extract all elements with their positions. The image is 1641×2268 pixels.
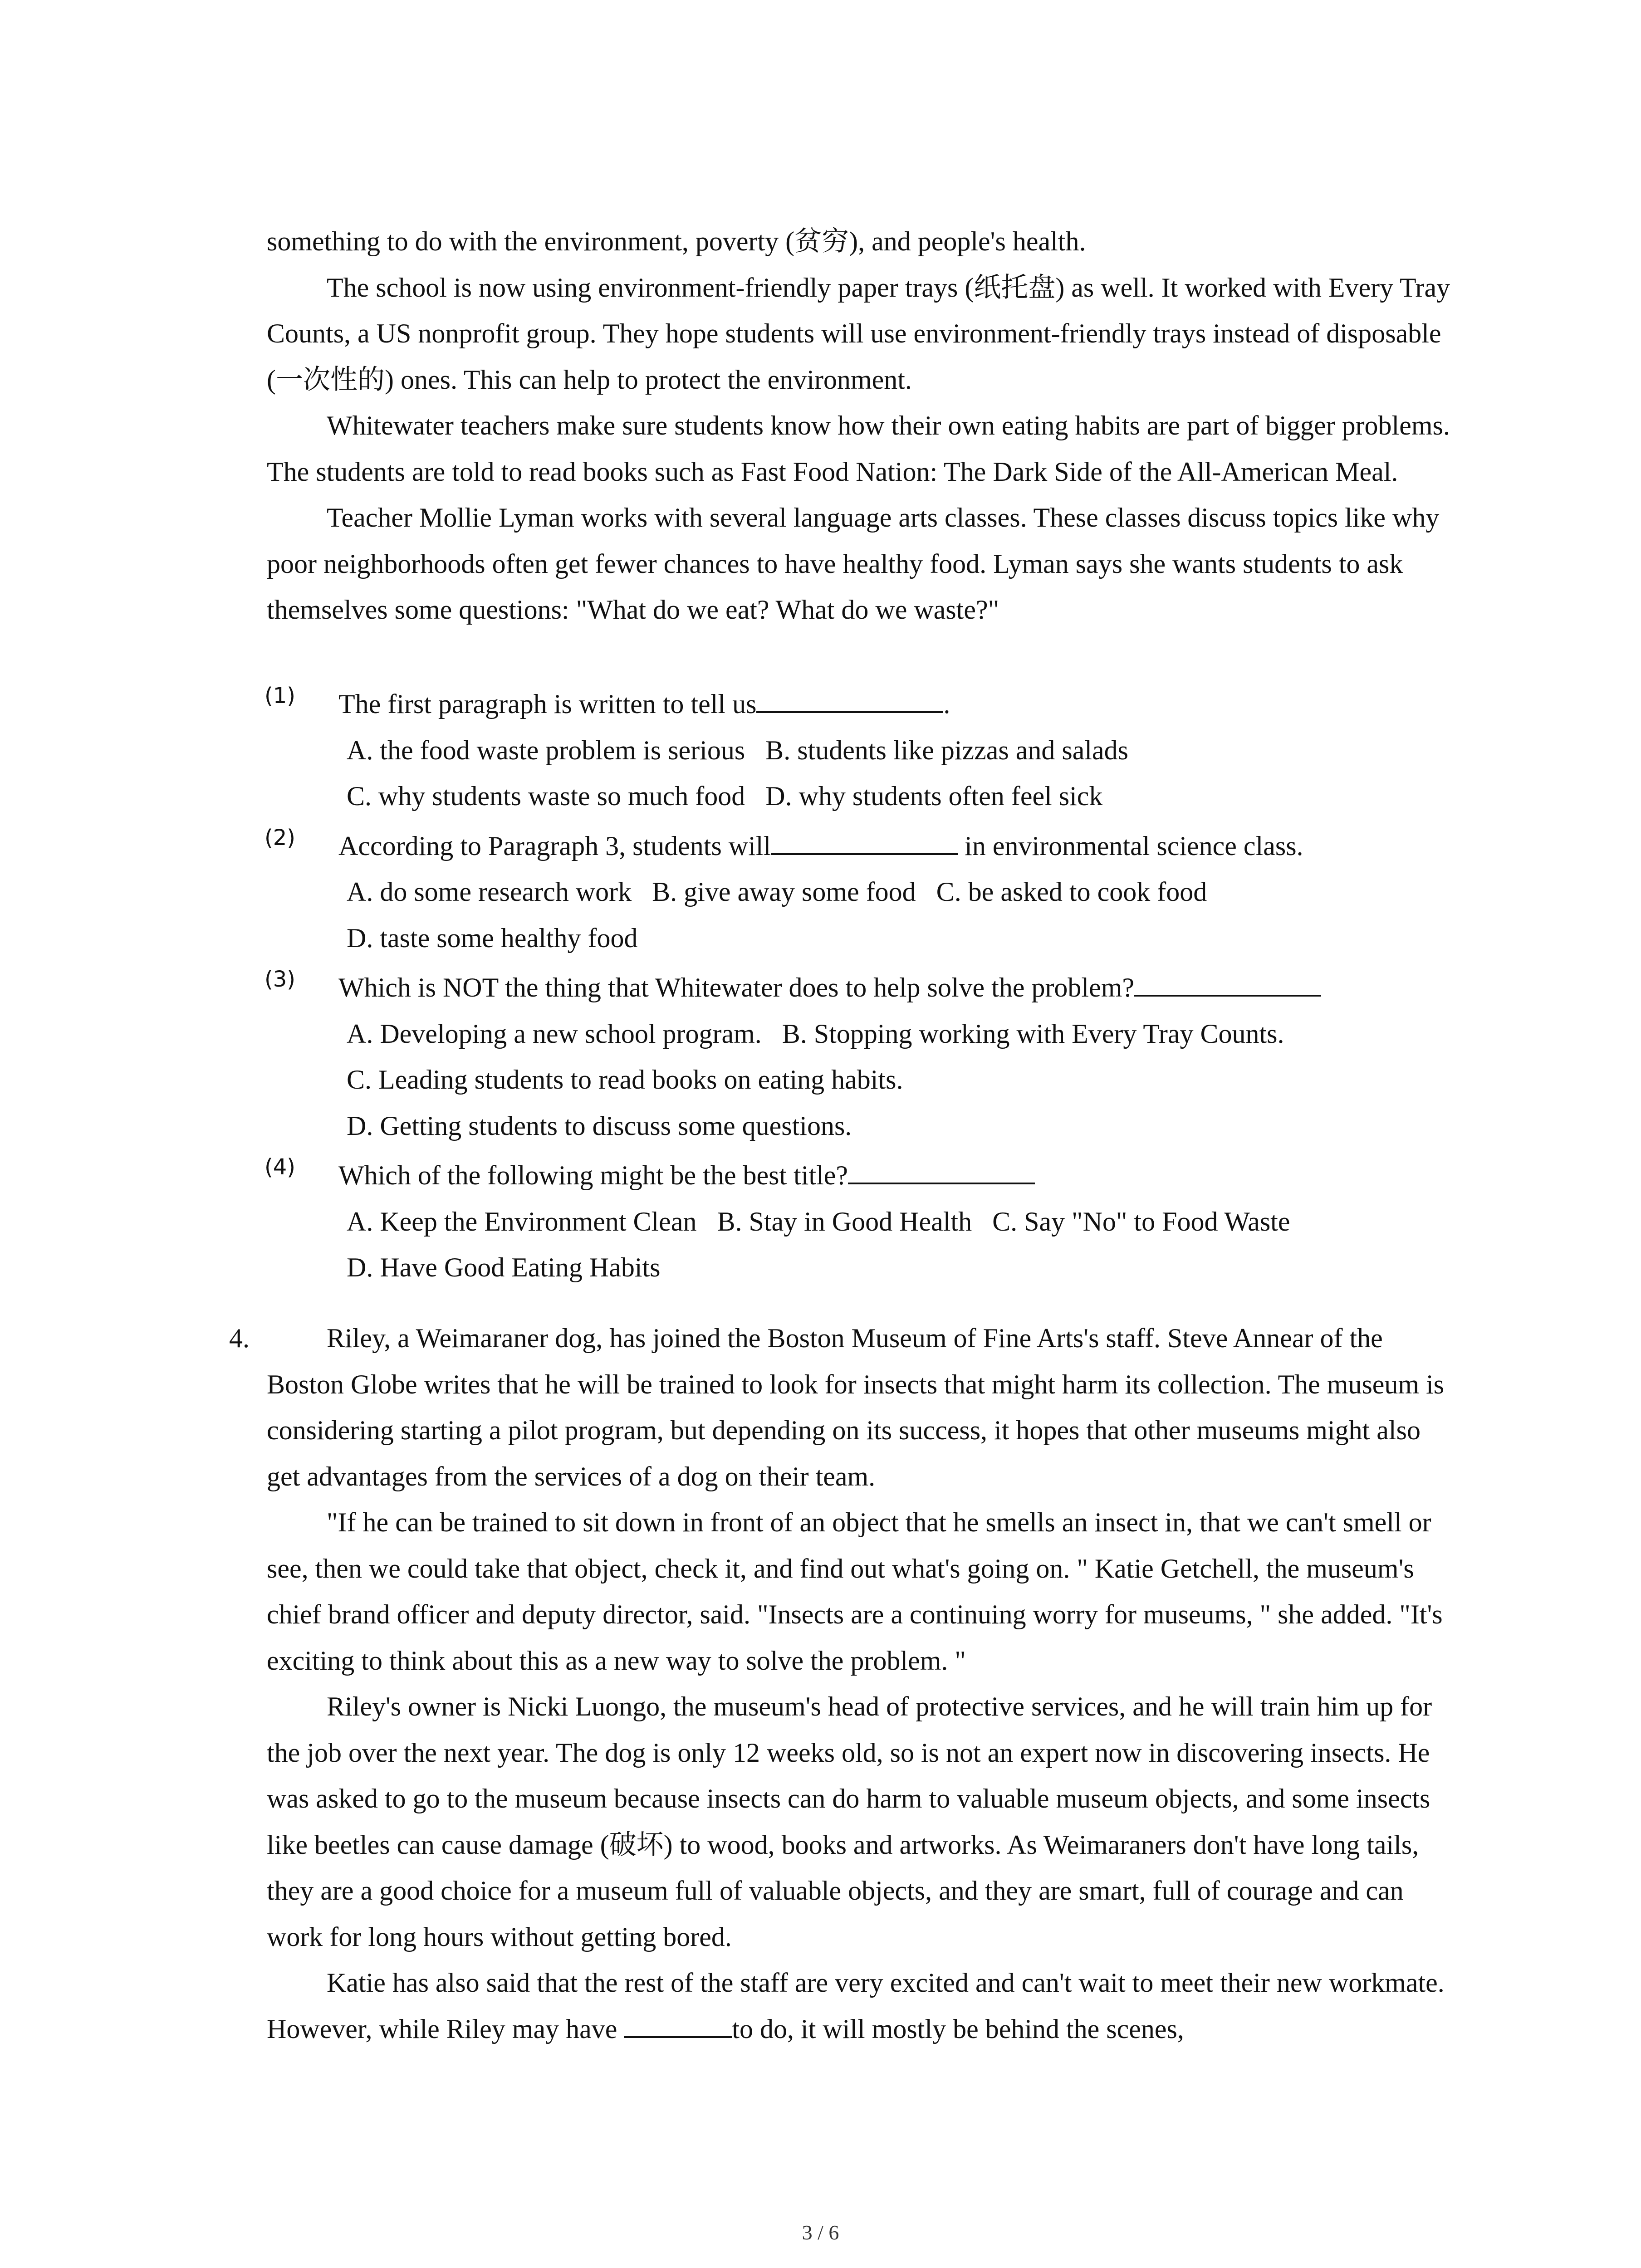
article-4-paragraph-2: "If he can be trained to sit down in front of an object that he smells an insect in, that we can't smell or see, then we could take that object, check it, and find out what's going on. " Katie Getchell, the museum's chief brand officer and deputy director, said. "Insects are a continuing worry for museums, " she added. "It's exciting to think about this as a new way to solve the problem. " (267, 1507, 1443, 1676)
question-number: (3) (265, 967, 295, 992)
question-number: (1) (265, 683, 295, 709)
answer-blank (848, 1155, 1035, 1184)
paragraph-4: Teacher Mollie Lyman works with several language arts classes. These classes discuss topics like why poor neighborhoods often get fewer chances to have healthy food. Lyman says she wants students to ask themselves some questions: "What do we eat? What do we waste?" (267, 503, 1440, 625)
question-number: (2) (265, 825, 295, 850)
question-stem: Which of the following might be the best title? (338, 1160, 848, 1190)
options-line: C. why students waste so much food D. why students often feel sick (347, 781, 1103, 811)
options-line: A. Keep the Environment Clean B. Stay in Good Health C. Say "No" to Food Waste (347, 1206, 1290, 1237)
question-1 (267, 681, 1460, 820)
paragraph-3: Whitewater teachers make sure students know how their own eating habits are part of bigger problems. The students are told to read books such as Fast Food Nation: The Dark Side of the All-American Meal. (267, 411, 1450, 487)
question-stem: The first paragraph is written to tell us (338, 689, 757, 719)
page-indicator: 3 / 6 (802, 2221, 839, 2244)
article-4 (229, 1315, 1460, 2052)
options-line: D. Have Good Eating Habits (347, 1252, 661, 1282)
answer-blank (1134, 968, 1321, 997)
paragraph-1-end: something to do with the environment, poverty (贫穷), and people's health. (267, 226, 1086, 256)
paragraph-2: The school is now using environment-friendly paper trays (纸托盘) as well. It worked with Every Tray Counts, a US nonprofit group. They hope students will use environment-friendly trays instead of disposable (一次性的) ones. This can help to protect the environment. (267, 272, 1450, 395)
article-4-paragraph-1: 4. Riley, a Weimaraner dog, has joined the Boston Museum of Fine Arts's staff. Steve Annear of the Boston Globe writes that he will be trained to look for insects that might harm its collection. The museum is considering starting a pilot program, but depending on its success, it hopes that other museums might also get advantages from the services of a dog on their team. (267, 1315, 1460, 1500)
question-stem-end: in environmental science class. (958, 831, 1303, 861)
options-line: D. Getting students to discuss some questions. (347, 1110, 852, 1141)
answer-blank (624, 2009, 732, 2038)
answer-blank (771, 826, 958, 855)
question-2 (267, 823, 1460, 962)
question-3 (267, 965, 1460, 1149)
article-3-continuation (267, 219, 1460, 633)
article-4-paragraph-4: Katie has also said that the rest of the staff are very excited and can't wait to meet their new workmate. However, while Riley may have to do, it will mostly be behind the scenes, (267, 1968, 1445, 2044)
options-line: D. taste some healthy food (347, 923, 638, 953)
article-number: 4. (229, 1323, 250, 1353)
question-stem: Which is NOT the thing that Whitewater does to help solve the problem? (338, 973, 1135, 1002)
question-4 (267, 1153, 1460, 1291)
question-number: (4) (265, 1154, 295, 1180)
options-line: A. do some research work B. give away some food C. be asked to cook food (347, 877, 1207, 907)
question-stem: According to Paragraph 3, students will (338, 831, 771, 861)
options-line: A. the food waste problem is serious B. students like pizzas and salads (347, 735, 1129, 765)
options-line: C. Leading students to read books on eating habits. (347, 1065, 903, 1095)
question-list (267, 681, 1460, 1291)
article-4-paragraph-3: Riley's owner is Nicki Luongo, the museum's head of protective services, and he will train him up for the job over the next year. The dog is only 12 weeks old, so is not an expert now in discovering insects. He was asked to go to the museum because insects can do harm to valuable museum objects, and some insects like beetles can cause damage (破坏) to wood, books and artworks. As Weimaraners don't have long tails, they are a good choice for a museum full of valuable objects, and they are smart, full of courage and can work for long hours without getting bored. (267, 1691, 1432, 1952)
question-stem-end: . (943, 689, 950, 719)
options-line: A. Developing a new school program. B. Stopping working with Every Tray Counts. (347, 1018, 1284, 1049)
answer-blank (756, 684, 943, 713)
